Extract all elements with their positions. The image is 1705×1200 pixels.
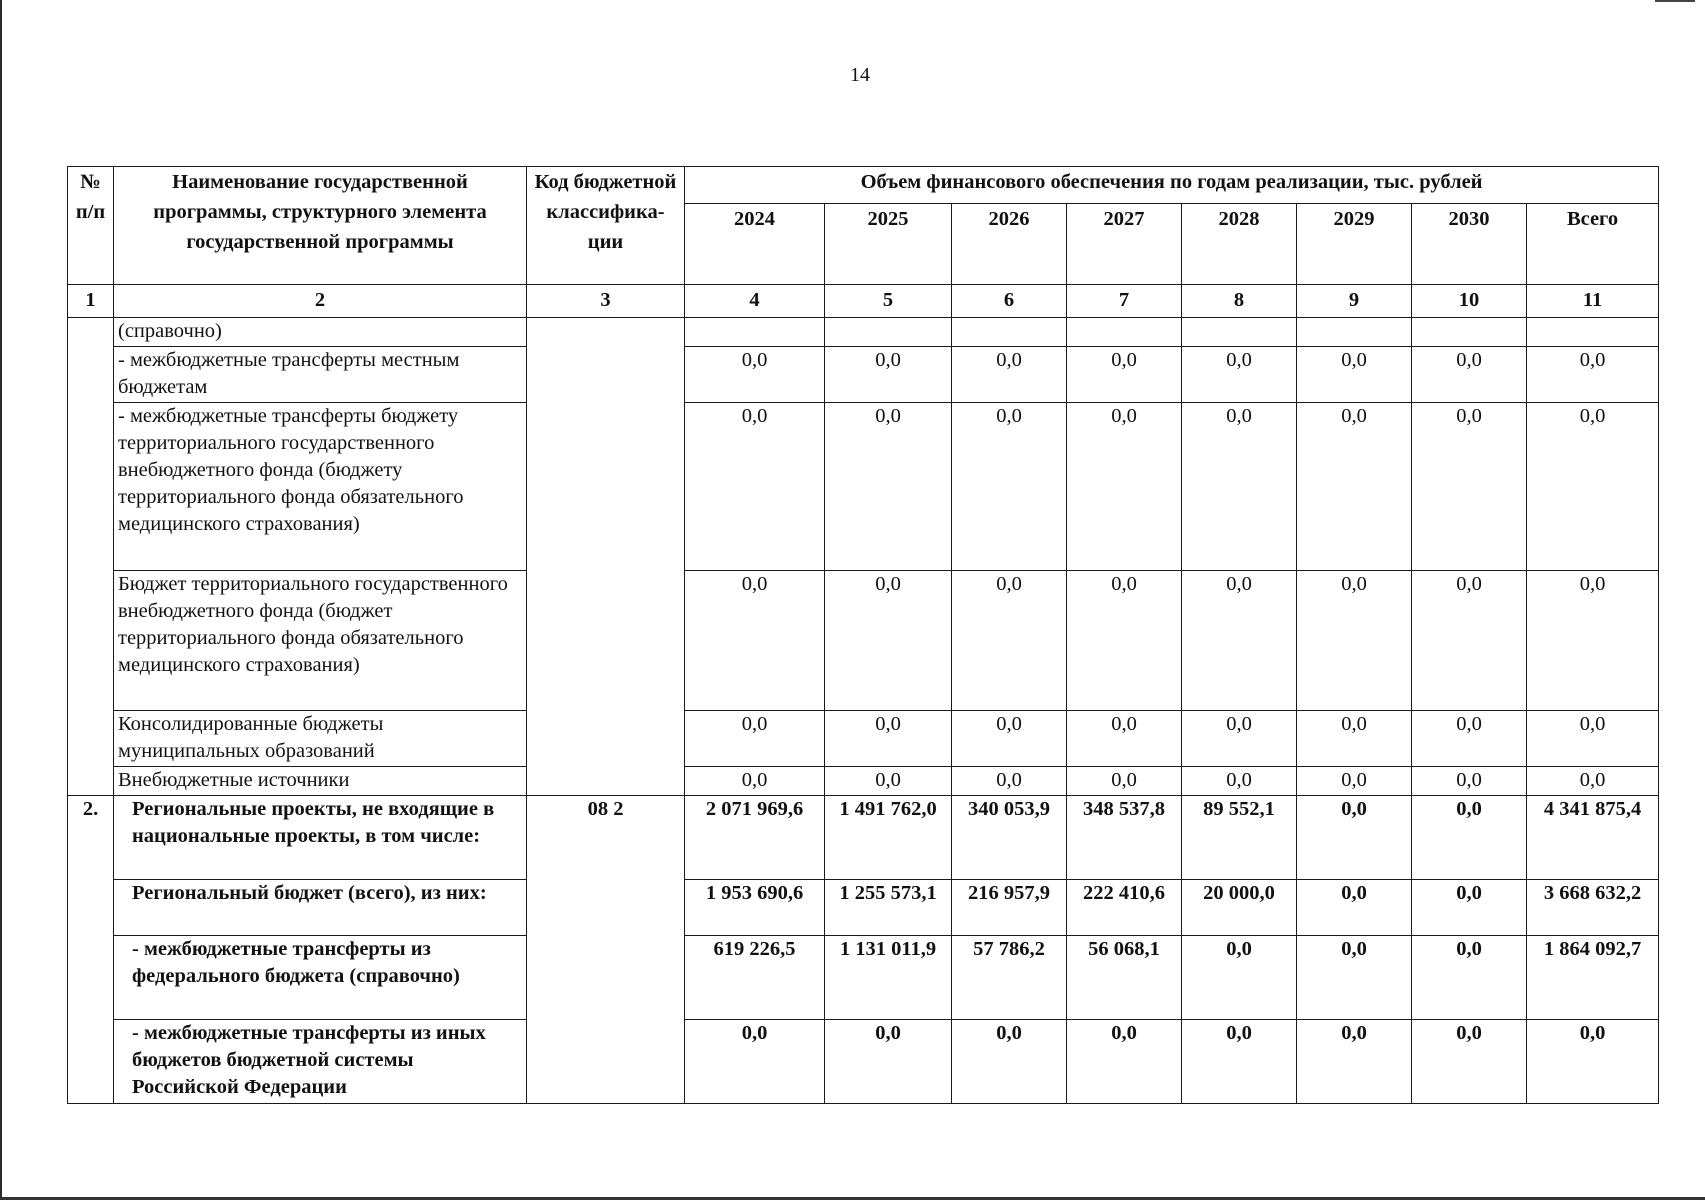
value-cell: 0,0: [685, 403, 825, 571]
value-cell: 0,0: [1182, 1020, 1297, 1104]
value-cell: 0,0: [952, 711, 1067, 767]
value-cell: 0,0: [1527, 711, 1659, 767]
row-name: Региональный бюджет (всего), из них:: [114, 880, 527, 936]
value-cell: 1 491 762,0: [825, 796, 952, 880]
value-cell: 0,0: [952, 767, 1067, 796]
column-number: 9: [1297, 285, 1412, 318]
value-cell: 0,0: [1412, 571, 1527, 711]
column-number: 6: [952, 285, 1067, 318]
column-numbers-row: [68, 285, 1659, 318]
value-cell: 20 000,0: [1182, 880, 1297, 936]
column-number: 3: [527, 285, 685, 318]
column-number: 5: [825, 285, 952, 318]
header-number: № п/п: [68, 167, 114, 285]
value-cell: 0,0: [1297, 880, 1412, 936]
value-cell: 0,0: [1297, 1020, 1412, 1104]
value-cell: 0,0: [1182, 767, 1297, 796]
value-cell: 0,0: [685, 347, 825, 403]
table-row: [68, 880, 1659, 936]
row-code-cell: [527, 318, 685, 796]
value-cell: 0,0: [685, 767, 825, 796]
value-cell: [685, 318, 825, 347]
row-name: - межбюджетные трансферты местным бюджетам: [114, 347, 527, 403]
value-cell: 0,0: [1527, 347, 1659, 403]
scan-mark-top: [1655, 0, 1695, 2]
row-index-cell: [68, 318, 114, 796]
value-cell: 0,0: [825, 347, 952, 403]
table-row: [68, 318, 1659, 347]
value-cell: 0,0: [825, 403, 952, 571]
value-cell: 0,0: [1297, 796, 1412, 880]
value-cell: 0,0: [1067, 403, 1182, 571]
value-cell: 0,0: [1297, 403, 1412, 571]
value-cell: [825, 318, 952, 347]
header-year: 2027: [1067, 204, 1182, 285]
column-number: 7: [1067, 285, 1182, 318]
value-cell: 56 068,1: [1067, 936, 1182, 1020]
value-cell: 1 131 011,9: [825, 936, 952, 1020]
value-cell: 2 071 969,6: [685, 796, 825, 880]
value-cell: 0,0: [1527, 767, 1659, 796]
value-cell: 0,0: [1527, 1020, 1659, 1104]
value-cell: 0,0: [1182, 347, 1297, 403]
value-cell: [1182, 318, 1297, 347]
value-cell: 0,0: [1297, 767, 1412, 796]
table-row: [68, 796, 1659, 880]
row-index: 2.: [68, 796, 114, 1104]
value-cell: 0,0: [1412, 880, 1527, 936]
value-cell: 89 552,1: [1182, 796, 1297, 880]
value-cell: 0,0: [1297, 711, 1412, 767]
table-row: [68, 767, 1659, 796]
row-name: Внебюджетные источники: [114, 767, 527, 796]
row-name: Консолидированные бюджеты муниципальных образований: [114, 711, 527, 767]
value-cell: 0,0: [952, 347, 1067, 403]
value-cell: 0,0: [1412, 711, 1527, 767]
value-cell: 1 864 092,7: [1527, 936, 1659, 1020]
value-cell: 1 953 690,6: [685, 880, 825, 936]
value-cell: 0,0: [1412, 403, 1527, 571]
value-cell: 222 410,6: [1067, 880, 1182, 936]
value-cell: [1527, 318, 1659, 347]
value-cell: 0,0: [1067, 571, 1182, 711]
value-cell: 0,0: [825, 1020, 952, 1104]
value-cell: 0,0: [1067, 767, 1182, 796]
value-cell: 0,0: [1412, 936, 1527, 1020]
column-number: 4: [685, 285, 825, 318]
row-code: 08 2: [527, 796, 685, 1104]
value-cell: 0,0: [1182, 571, 1297, 711]
value-cell: 0,0: [1067, 347, 1182, 403]
value-cell: 4 341 875,4: [1527, 796, 1659, 880]
value-cell: 3 668 632,2: [1527, 880, 1659, 936]
value-cell: [1412, 318, 1527, 347]
header-year: 2030: [1412, 204, 1527, 285]
value-cell: 0,0: [1412, 347, 1527, 403]
header-year: 2025: [825, 204, 952, 285]
financing-table: [67, 166, 1659, 1104]
value-cell: 0,0: [1297, 936, 1412, 1020]
value-cell: [1297, 318, 1412, 347]
value-cell: 0,0: [1527, 571, 1659, 711]
value-cell: 0,0: [1412, 1020, 1527, 1104]
row-name: - межбюджетные трансферты бюджету территориального государственного внебюджетного фонда (бюджету территориального фонда обязательного медицинского страхования): [114, 403, 527, 571]
column-number: 10: [1412, 285, 1527, 318]
header-year: 2028: [1182, 204, 1297, 285]
value-cell: 1 255 573,1: [825, 880, 952, 936]
table-row: [68, 403, 1659, 571]
column-number: 2: [114, 285, 527, 318]
value-cell: 0,0: [952, 1020, 1067, 1104]
value-cell: 0,0: [1412, 767, 1527, 796]
header-year: 2029: [1297, 204, 1412, 285]
value-cell: 0,0: [685, 1020, 825, 1104]
value-cell: 0,0: [1067, 711, 1182, 767]
value-cell: 0,0: [1412, 796, 1527, 880]
header-year: 2026: [952, 204, 1067, 285]
table-row: [68, 571, 1659, 711]
value-cell: [952, 318, 1067, 347]
value-cell: 0,0: [1182, 711, 1297, 767]
value-cell: 0,0: [685, 711, 825, 767]
value-cell: 0,0: [1297, 571, 1412, 711]
table-row: [68, 347, 1659, 403]
column-number: 1: [68, 285, 114, 318]
value-cell: 619 226,5: [685, 936, 825, 1020]
row-name: - межбюджетные трансферты из федерального бюджета (справочно): [114, 936, 527, 1020]
header-year: 2024: [685, 204, 825, 285]
value-cell: 0,0: [685, 571, 825, 711]
row-name: Бюджет территориального государственного внебюджетного фонда (бюджет территориального фонда обязательного медицинского страхования): [114, 571, 527, 711]
header-volume: Объем финансового обеспечения по годам реализации, тыс. рублей: [685, 167, 1659, 204]
page-number: 14: [850, 64, 870, 86]
table-row: [68, 711, 1659, 767]
value-cell: 0,0: [1297, 347, 1412, 403]
value-cell: 0,0: [825, 711, 952, 767]
row-name: - межбюджетные трансферты из иных бюджетов бюджетной системы Российской Федерации: [114, 1020, 527, 1104]
value-cell: 0,0: [1182, 936, 1297, 1020]
value-cell: 0,0: [952, 403, 1067, 571]
value-cell: 0,0: [1182, 403, 1297, 571]
table-row: [68, 1020, 1659, 1104]
row-name: Региональные проекты, не входящие в национальные проекты, в том числе:: [114, 796, 527, 880]
header-total: Всего: [1527, 204, 1659, 285]
scan-edge-left: [0, 0, 2, 1200]
header-name: Наименование государственной программы, структурного элемента государственной программы: [114, 167, 527, 285]
value-cell: 57 786,2: [952, 936, 1067, 1020]
value-cell: 348 537,8: [1067, 796, 1182, 880]
header-code: Код бюджетной классифика-ции: [527, 167, 685, 285]
value-cell: 0,0: [952, 571, 1067, 711]
row-name: (справочно): [114, 318, 527, 347]
value-cell: 0,0: [1527, 403, 1659, 571]
value-cell: 0,0: [1067, 1020, 1182, 1104]
value-cell: 0,0: [825, 571, 952, 711]
column-number: 8: [1182, 285, 1297, 318]
column-number: 11: [1527, 285, 1659, 318]
value-cell: [1067, 318, 1182, 347]
value-cell: 216 957,9: [952, 880, 1067, 936]
table-row: [68, 936, 1659, 1020]
value-cell: 340 053,9: [952, 796, 1067, 880]
value-cell: 0,0: [825, 767, 952, 796]
